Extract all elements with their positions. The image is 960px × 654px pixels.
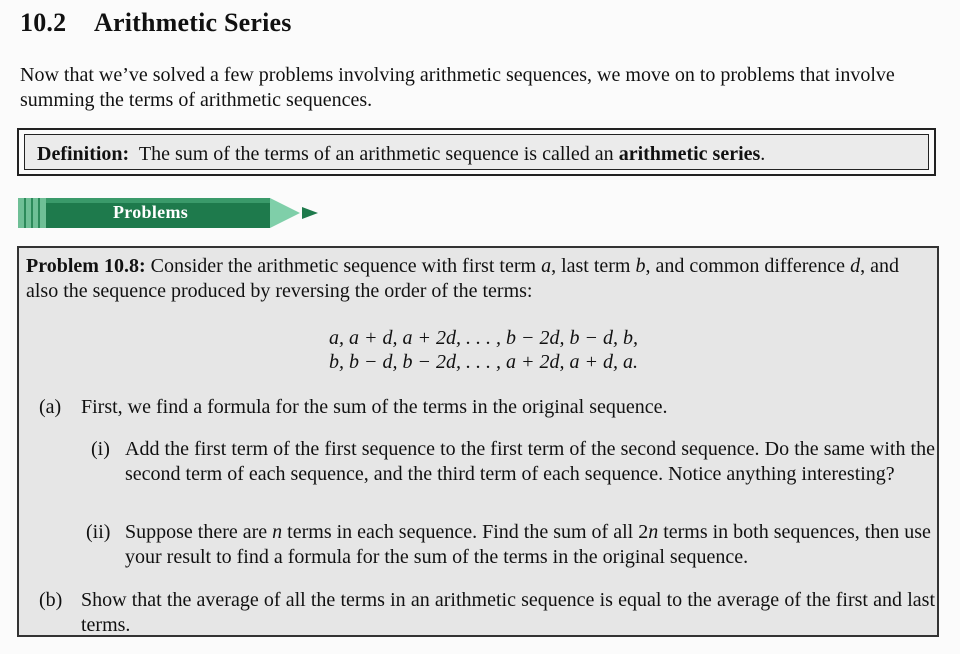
problem-box — [17, 246, 939, 637]
statement-s3: , and common difference — [645, 255, 846, 277]
statement-s2: , last term — [551, 255, 631, 277]
section-heading — [20, 8, 292, 38]
definition-end: . — [760, 143, 766, 165]
sub-ii-label: (ii) — [86, 521, 111, 543]
var-d: d — [850, 255, 861, 277]
var-n: n — [272, 521, 283, 543]
var-b: b — [635, 255, 646, 277]
section-title: Arithmetic Series — [94, 8, 292, 37]
sequence-forward: a, a + d, a + 2d, . . . , b − 2d, b − d, b, — [329, 327, 638, 349]
definition-text: The sum of the terms of an arithmetic sequence is called an — [138, 143, 614, 165]
definition-box — [17, 128, 936, 176]
part-b-text: Show that the average of all the terms in an arithmetic sequence is equal to the average of the first and last terms. — [81, 589, 935, 636]
sub-ii-two: 2 — [638, 521, 649, 543]
statement-s4: , and also the sequence produced by reversing the order of the terms: — [26, 255, 899, 302]
sub-i-text: Add the first term of the first sequence to the first term of the second sequence. Do the same with the second term of each sequence, and the third term of each sequence. Notice anything interesting? — [125, 438, 935, 485]
definition-label: Definition: — [37, 143, 130, 165]
problem-label: Problem 10.8: — [26, 255, 146, 277]
sub-i-label: (i) — [91, 438, 110, 460]
sub-ii-text — [125, 520, 935, 570]
banner-label: Problems — [113, 202, 189, 222]
part-b-label: (b) — [39, 589, 63, 611]
sub-ii-t3: terms in both sequences, then use your result to find a formula for the sum of the terms in the original sequence. — [125, 521, 931, 568]
sub-ii-t2: terms in each sequence. Find the sum of all — [287, 521, 634, 543]
section-number: 10.2 — [20, 8, 67, 37]
part-a-label: (a) — [39, 396, 62, 418]
sequence-reverse: b, b − d, b − 2d, . . . , a + 2d, a + d, a. — [329, 351, 638, 373]
sub-ii-t1: Suppose there are — [125, 521, 268, 543]
problem-statement — [26, 254, 931, 304]
definition-term: arithmetic series — [618, 143, 761, 165]
definition-inner — [24, 134, 929, 170]
var-a: a — [541, 255, 552, 277]
problems-banner — [18, 195, 328, 231]
var-n-2: n — [648, 521, 659, 543]
statement-s1: Consider the arithmetic sequence with first term — [150, 255, 537, 277]
part-a-text: First, we find a formula for the sum of the terms in the original sequence. — [81, 396, 668, 418]
intro-paragraph: Now that we’ve solved a few problems involving arithmetic sequences, we move on to problems that involve summing the terms of arithmetic sequences. — [20, 64, 895, 111]
